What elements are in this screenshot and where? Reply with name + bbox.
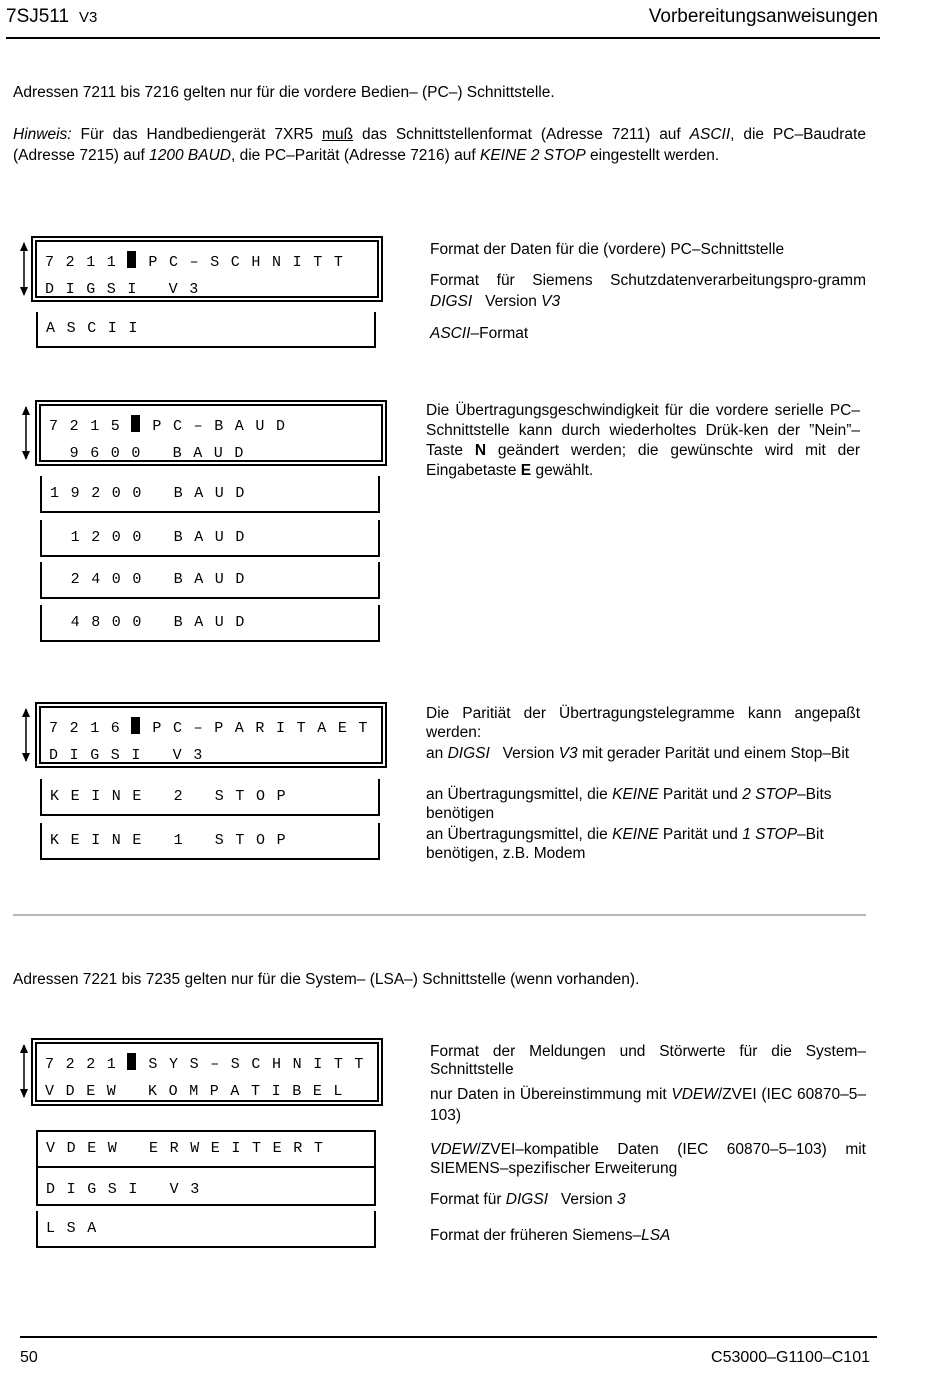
desc-text: Version <box>548 1191 617 1208</box>
option-vdew-erweitert[interactable]: VDEW ERWEITERT <box>36 1130 376 1166</box>
option-keine-1-stop[interactable]: KEINE 1 STOP <box>40 823 380 860</box>
hint-value: ASCII <box>689 126 731 143</box>
option-ascii[interactable]: ASCII <box>36 312 376 348</box>
address-number: 7221 <box>45 1056 128 1073</box>
header-model <box>6 6 97 28</box>
parameter-name: PC–BAUD <box>152 418 297 435</box>
desc-7221-2 <box>430 1084 866 1126</box>
desc-italic: DIGSI <box>447 745 490 762</box>
document-number: C53000–G1100–C101 <box>711 1349 870 1366</box>
desc-text: –Bits benötigen <box>426 786 832 822</box>
option-baud-2400[interactable]: 2400 BAUD <box>40 562 380 599</box>
hint-value: 1200 BAUD <box>149 147 231 164</box>
desc-text: geändert werden; die gewünschte wird mit der Eingabetaste <box>426 442 861 479</box>
key-name: N <box>474 442 487 459</box>
desc-text: mit gerader Parität und einem Stop–Bit <box>577 745 850 762</box>
section-divider <box>13 914 866 916</box>
up-down-arrow-icon <box>21 707 31 763</box>
desc-italic: VDEW <box>671 1086 718 1103</box>
option-lsa[interactable]: LSA <box>36 1211 376 1248</box>
desc-7221-1: Format der Meldungen und Störwerte für die System–Schnittstelle <box>430 1043 866 1078</box>
desc-7221-4 <box>430 1189 866 1210</box>
desc-italic: 1 STOP <box>742 826 798 843</box>
hint-label: Hinweis: <box>13 126 72 143</box>
address-number: 7215 <box>49 418 132 435</box>
option-baud-1200[interactable]: 1200 BAUD <box>40 520 380 557</box>
desc-text: /ZVEI (IEC 60870–5–103) <box>430 1086 866 1124</box>
desc-text: an Übertragungsmittel, die <box>426 826 613 843</box>
desc-7221-3 <box>430 1140 866 1178</box>
hint-value: KEINE 2 STOP <box>480 147 586 164</box>
desc-text: gewählt. <box>531 462 594 479</box>
desc-text: Version <box>472 293 542 310</box>
desc-italic: 3 <box>616 1191 626 1208</box>
desc-text: Version <box>489 745 559 762</box>
current-value: DIGSI V3 <box>45 281 210 298</box>
desc-italic: KEINE <box>612 826 659 843</box>
desc-text: Format für <box>430 1191 506 1208</box>
option-baud-19200[interactable]: 19200 BAUD <box>40 476 380 513</box>
option-digsi-v3[interactable]: DIGSI V3 <box>36 1166 376 1206</box>
desc-text: Die Übertragungsgeschwindigkeit für die vordere serielle PC–Schnittstelle kann durch wiederholtes Drük-ken der ”Nein”–Taste <box>426 402 860 459</box>
desc-text: Format für Siemens Schutzdatenverarbeitungspro-gramm <box>430 272 866 289</box>
desc-text: an <box>426 745 448 762</box>
display-7211 <box>31 236 383 302</box>
desc-7221-5 <box>430 1225 866 1246</box>
system-interface-note: Adressen 7221 bis 7235 gelten nur für die System– (LSA–) Schnittstelle (wenn vorhanden). <box>13 971 640 988</box>
hint-text: eingestellt werden. <box>585 147 720 164</box>
desc-italic: V3 <box>541 293 561 310</box>
parameter-name: PC–PARITAET <box>152 720 380 737</box>
desc-7211-3 <box>430 323 866 344</box>
desc-italic: VDEW <box>430 1141 477 1158</box>
hint-text: das Schnittstellenformat (Adresse 7211) auf <box>353 126 690 143</box>
desc-text: an Übertragungsmittel, die <box>426 786 613 803</box>
section-title: Vorbereitungsanweisungen <box>648 6 878 27</box>
desc-7216-3 <box>426 785 860 823</box>
key-name: E <box>520 462 532 479</box>
desc-7216-1: Die Paritiät der Übertragungstelegramme kann angepaßt werden: <box>426 705 860 741</box>
desc-text: Parität und <box>658 826 743 843</box>
display-7216 <box>35 702 387 768</box>
model-name: 7SJ511 <box>6 6 70 27</box>
desc-italic: KEINE <box>612 786 659 803</box>
desc-7216-2 <box>426 744 860 763</box>
desc-7211-2 <box>430 270 866 312</box>
option-keine-2-stop[interactable]: KEINE 2 STOP <box>40 779 380 816</box>
current-value: VDEW KOMPATIBEL <box>45 1083 355 1100</box>
desc-text: Parität und <box>658 786 743 803</box>
model-version: V3 <box>79 9 98 26</box>
desc-italic: DIGSI <box>505 1191 548 1208</box>
desc-7215 <box>426 401 860 481</box>
desc-text: –Bit benötigen, z.B. Modem <box>426 826 824 862</box>
hint-emphasis: muß <box>322 126 354 143</box>
front-interface-note: Adressen 7211 bis 7216 gelten nur für die vordere Bedien– (PC–) Schnittstelle. <box>13 84 555 101</box>
hint-text: , die PC–Baudrate (Adresse 7215) auf <box>13 126 866 164</box>
desc-italic: LSA <box>641 1227 671 1244</box>
hint-paragraph <box>13 124 866 166</box>
cursor-block <box>127 251 136 268</box>
current-value: 9600 BAUD <box>49 445 256 462</box>
desc-text: Format der früheren Siemens– <box>430 1227 642 1244</box>
cursor-block <box>127 1053 136 1070</box>
parameter-name: PC–SCHNITT <box>148 254 355 271</box>
desc-italic: V3 <box>558 745 578 762</box>
hint-text: , die PC–Parität (Adresse 7216) auf <box>231 147 480 164</box>
page-number: 50 <box>20 1349 38 1366</box>
desc-text: –Format <box>470 325 529 342</box>
parameter-name: SYS–SCHNITT <box>148 1056 376 1073</box>
address-number: 7216 <box>49 720 132 737</box>
address-number: 7211 <box>45 254 128 271</box>
up-down-arrow-icon <box>21 405 31 461</box>
hint-text: Für das Handbediengerät 7XR5 <box>71 126 323 143</box>
current-value: DIGSI V3 <box>49 747 214 764</box>
header-rule <box>6 37 880 39</box>
option-baud-4800[interactable]: 4800 BAUD <box>40 605 380 642</box>
desc-italic: 2 STOP <box>742 786 798 803</box>
cursor-block <box>131 717 140 734</box>
cursor-block <box>131 415 140 432</box>
desc-italic: DIGSI <box>430 293 473 310</box>
desc-7211-1: Format der Daten für die (vordere) PC–Schnittstelle <box>430 241 785 258</box>
up-down-arrow-icon <box>19 241 29 297</box>
display-7215 <box>35 400 387 466</box>
display-7221 <box>31 1038 383 1106</box>
desc-7216-4 <box>426 825 860 863</box>
footer-rule <box>20 1336 877 1338</box>
desc-text: nur Daten in Übereinstimmung mit <box>430 1086 672 1103</box>
desc-text: /ZVEI–kompatible Daten (IEC 60870–5–103) mit SIEMENS–spezifischer Erweiterung <box>430 1141 866 1177</box>
up-down-arrow-icon <box>19 1043 29 1099</box>
desc-italic: ASCII <box>430 325 471 342</box>
